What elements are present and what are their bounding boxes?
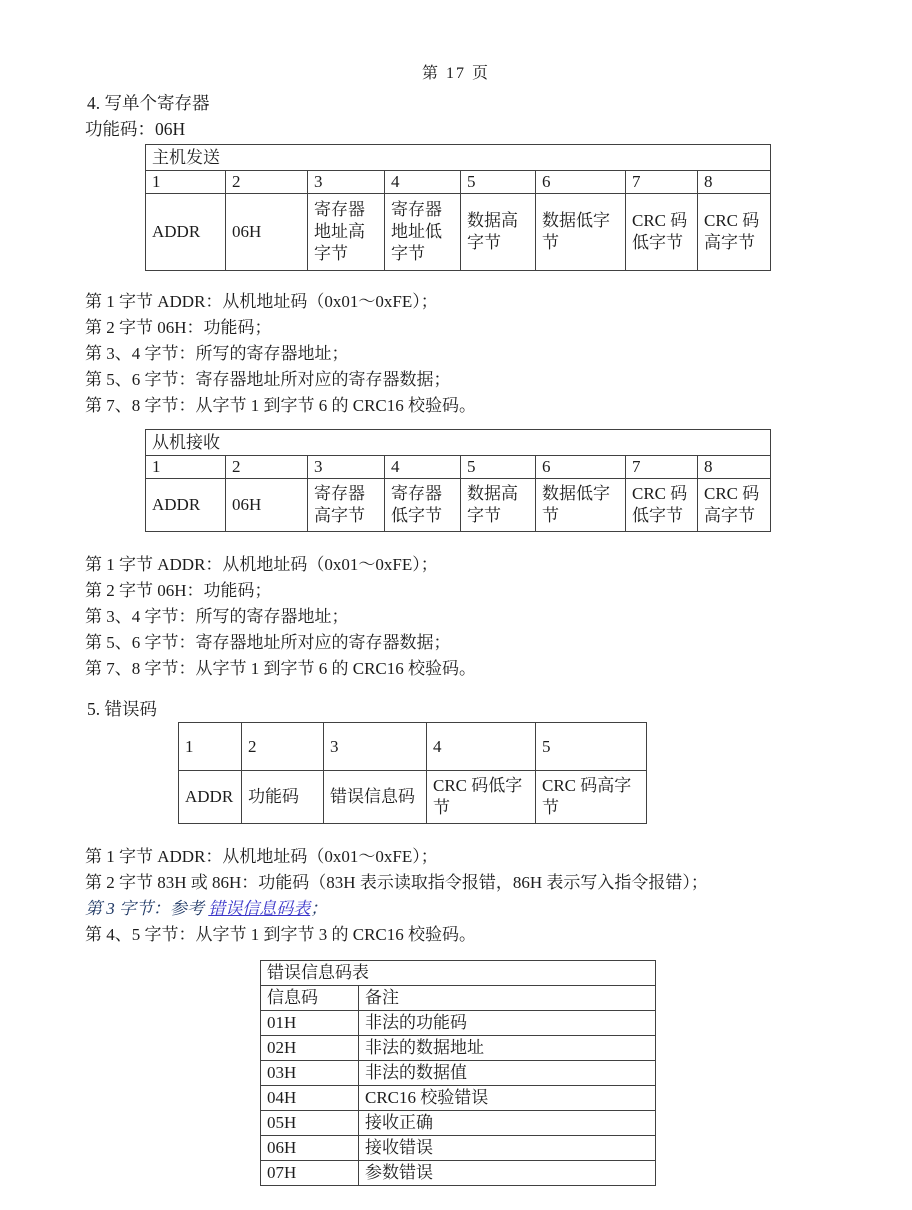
- byte-cell: ADDR: [179, 771, 242, 824]
- host-notes: [85, 289, 912, 419]
- col-header: 3: [308, 456, 385, 479]
- col-header: 6: [536, 456, 626, 479]
- error-desc-cell: 接收正确: [359, 1111, 656, 1136]
- error-code-cell: 07H: [261, 1161, 359, 1186]
- byte-cell: 数据高字节: [461, 194, 536, 271]
- table-row: [261, 1011, 656, 1036]
- error-code-cell: 06H: [261, 1136, 359, 1161]
- page-number: 第 17 页: [421, 65, 490, 82]
- byte-cell: 错误信息码: [324, 771, 427, 824]
- byte-cell: CRC 码低字节: [427, 771, 536, 824]
- error-desc-cell: 非法的功能码: [359, 1011, 656, 1036]
- note-line: 第 1 字节 ADDR：从机地址码（0x01～0xFE）；: [85, 555, 438, 574]
- note-line-prefix: 第 3 字节：参考: [85, 899, 209, 918]
- byte-cell: ADDR: [146, 194, 226, 271]
- byte-cell: CRC 码低字节: [626, 194, 698, 271]
- error-desc-cell: 接收错误: [359, 1136, 656, 1161]
- byte-cell: CRC 码高字节: [698, 479, 771, 532]
- error-code-cell: 04H: [261, 1086, 359, 1111]
- section4-title: 4. 写单个寄存器: [87, 93, 210, 113]
- col-header: 2: [242, 723, 324, 771]
- error-code-cell: 02H: [261, 1036, 359, 1061]
- error-code-cell: 01H: [261, 1011, 359, 1036]
- col-header: 2: [226, 171, 308, 194]
- error-code-table-link[interactable]: 错误信息码表: [208, 899, 311, 918]
- col-header: 5: [536, 723, 647, 771]
- col-header: 4: [427, 723, 536, 771]
- error-desc-cell: 非法的数据地址: [359, 1036, 656, 1061]
- slave-notes: [85, 552, 912, 682]
- byte-cell: CRC 码高字节: [536, 771, 647, 824]
- slave-receive-table: [145, 429, 771, 532]
- byte-cell: 06H: [226, 479, 308, 532]
- byte-cell: 功能码: [242, 771, 324, 824]
- error-desc-cell: 非法的数据值: [359, 1061, 656, 1086]
- error-desc-cell: CRC16 校验错误: [359, 1086, 656, 1111]
- byte-cell: 数据低字节: [536, 194, 626, 271]
- host-send-table-caption: 主机发送: [146, 145, 771, 171]
- error-code-col-header: 备注: [359, 986, 656, 1011]
- error-notes: [85, 844, 912, 948]
- col-header: 8: [698, 456, 771, 479]
- section4-function-code: 功能码：06H: [85, 119, 186, 139]
- col-header: 7: [626, 456, 698, 479]
- col-header: 4: [385, 456, 461, 479]
- note-line: 第 7、8 字节：从字节 1 到字节 6 的 CRC16 校验码。: [85, 396, 477, 415]
- col-header: 5: [461, 456, 536, 479]
- col-header: 2: [226, 456, 308, 479]
- byte-cell: 寄存器低字节: [385, 479, 461, 532]
- note-line: 第 1 字节 ADDR：从机地址码（0x01～0xFE）；: [85, 292, 438, 311]
- table-row: [261, 1161, 656, 1186]
- error-code-cell: 03H: [261, 1061, 359, 1086]
- table-row: [261, 1036, 656, 1061]
- byte-cell: ADDR: [146, 479, 226, 532]
- note-line: 第 3、4 字节：所写的寄存器地址；: [85, 607, 349, 626]
- col-header: 4: [385, 171, 461, 194]
- col-header: 8: [698, 171, 771, 194]
- table-row: [261, 1136, 656, 1161]
- col-header: 1: [146, 456, 226, 479]
- col-header: 7: [626, 171, 698, 194]
- byte-cell: 数据高字节: [461, 479, 536, 532]
- error-frame-table: [178, 722, 647, 824]
- col-header: 1: [179, 723, 242, 771]
- note-line: 第 4、5 字节：从字节 1 到字节 3 的 CRC16 校验码。: [85, 925, 477, 944]
- col-header: 1: [146, 171, 226, 194]
- byte-cell: 寄存器高字节: [308, 479, 385, 532]
- note-line: 第 5、6 字节：寄存器地址所对应的寄存器数据；: [85, 370, 451, 389]
- table-row: [261, 1111, 656, 1136]
- col-header: 3: [324, 723, 427, 771]
- note-line: 第 2 字节 06H：功能码；: [85, 581, 272, 600]
- note-line-suffix: ；: [310, 899, 328, 918]
- table-row: [261, 1086, 656, 1111]
- error-code-table: [260, 960, 656, 1186]
- error-code-table-caption: 错误信息码表: [261, 961, 656, 986]
- note-line: 第 2 字节 06H：功能码；: [85, 318, 272, 337]
- error-desc-cell: 参数错误: [359, 1161, 656, 1186]
- col-header: 3: [308, 171, 385, 194]
- note-line-with-link: [85, 896, 912, 922]
- byte-cell: 数据低字节: [536, 479, 626, 532]
- byte-cell: CRC 码低字节: [626, 479, 698, 532]
- note-line: 第 1 字节 ADDR：从机地址码（0x01～0xFE）；: [85, 847, 438, 866]
- table-row: [261, 1061, 656, 1086]
- col-header: 5: [461, 171, 536, 194]
- byte-cell: CRC 码高字节: [698, 194, 771, 271]
- byte-cell: 06H: [226, 194, 308, 271]
- error-code-col-header: 信息码: [261, 986, 359, 1011]
- section5-title: 5. 错误码: [87, 699, 157, 719]
- byte-cell: 寄存器地址高字节: [308, 194, 385, 271]
- error-code-cell: 05H: [261, 1111, 359, 1136]
- note-line: 第 5、6 字节：寄存器地址所对应的寄存器数据；: [85, 633, 451, 652]
- slave-receive-table-caption: 从机接收: [146, 430, 771, 456]
- host-send-table: [145, 144, 771, 271]
- col-header: 6: [536, 171, 626, 194]
- byte-cell: 寄存器地址低字节: [385, 194, 461, 271]
- note-line: 第 7、8 字节：从字节 1 到字节 6 的 CRC16 校验码。: [85, 659, 477, 678]
- note-line: 第 2 字节 83H 或 86H：功能码（83H 表示读取指令报错，86H 表示写入指令报错）；: [85, 873, 708, 892]
- note-line: 第 3、4 字节：所写的寄存器地址；: [85, 344, 349, 363]
